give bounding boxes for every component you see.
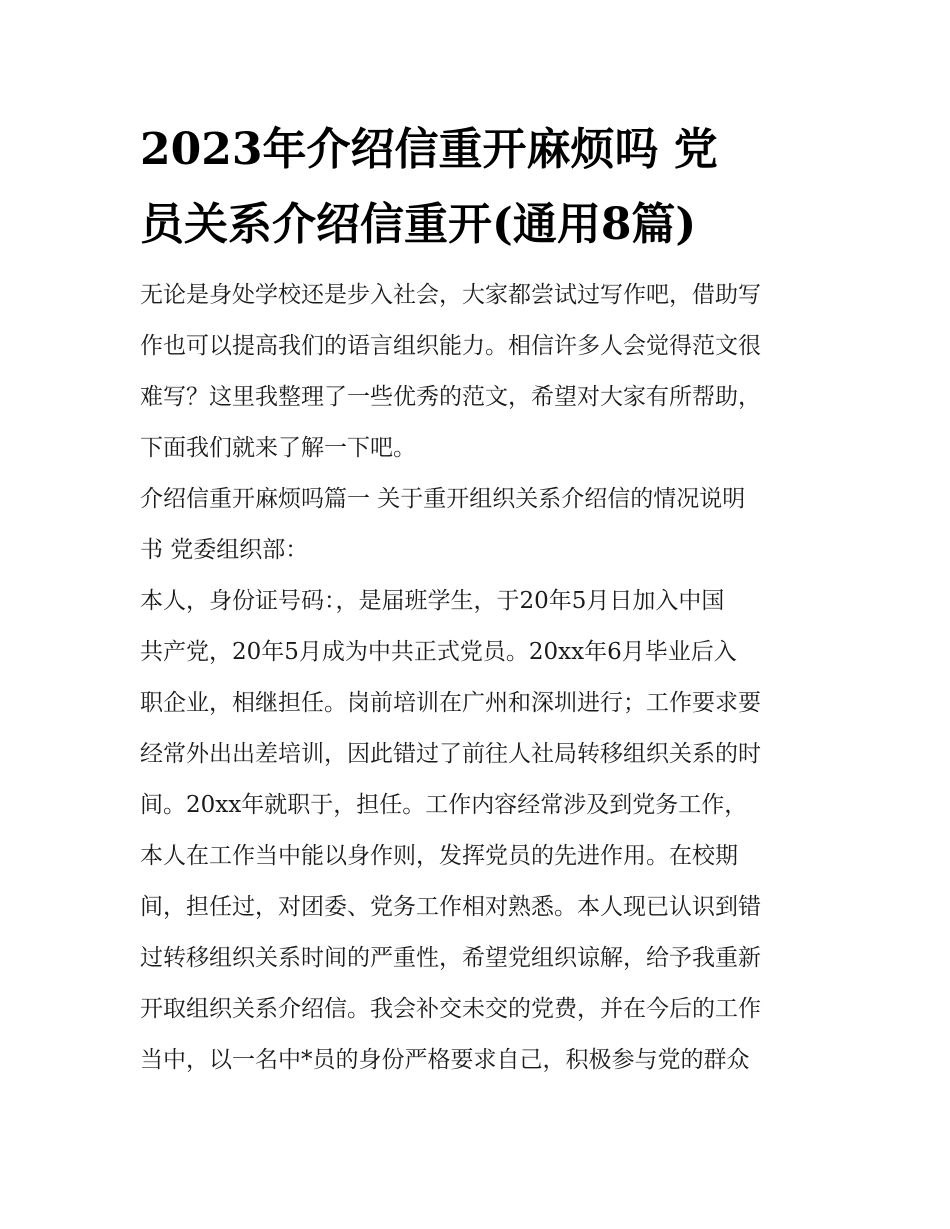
- letter-paragraph-line: 当中，以一名中*员的身份严格要求自己，积极参与党的群众: [140, 1047, 750, 1073]
- intro-paragraph-line: 无论是身处学校还是步入社会，大家都尝试过写作吧，借助写: [140, 282, 761, 308]
- letter-paragraph-line: 经常外出出差培训，因此错过了前往人社局转移组织关系的时: [140, 741, 761, 767]
- letter-paragraph-line: 共产党，20年5月成为中共正式党员。20xx年6月毕业后入: [140, 639, 737, 665]
- section-heading-line: 介绍信重开麻烦吗篇一 关于重开组织关系介绍信的情况说明: [140, 486, 746, 512]
- title-line: 2023年介绍信重开麻烦吗 党: [140, 124, 718, 175]
- letter-paragraph-line: 开取组织关系介绍信。我会补交未交的党费，并在今后的工作: [140, 996, 761, 1022]
- title-line: 员关系介绍信重开(通用8篇): [140, 199, 697, 250]
- section-heading-line: 书 党委组织部：: [140, 537, 309, 563]
- document-body: [140, 270, 812, 1086]
- letter-paragraph-line: 本人在工作当中能以身作则，发挥党员的先进作用。在校期: [140, 843, 738, 869]
- letter-paragraph-line: 间，担任过，对团委、党务工作相对熟悉。本人现已认识到错: [140, 894, 761, 920]
- document-page: [140, 112, 812, 1086]
- intro-paragraph-line: 难写？这里我整理了一些优秀的范文，希望对大家有所帮助，: [140, 384, 761, 410]
- intro-paragraph-line: 下面我们就来了解一下吧。: [140, 435, 416, 461]
- intro-paragraph-line: 作也可以提高我们的语言组织能力。相信许多人会觉得范文很: [140, 333, 761, 359]
- letter-paragraph-line: 职企业，相继担任。岗前培训在广州和深圳进行；工作要求要: [140, 690, 761, 716]
- letter-paragraph-line: 本人，身份证号码：，是届班学生，于20年5月日加入中国: [140, 588, 725, 614]
- letter-paragraph-line: 过转移组织关系时间的严重性，希望党组织谅解，给予我重新: [140, 945, 761, 971]
- document-title: [140, 112, 812, 262]
- letter-paragraph-line: 间。20xx年就职于，担任。工作内容经常涉及到党务工作，: [140, 792, 748, 818]
